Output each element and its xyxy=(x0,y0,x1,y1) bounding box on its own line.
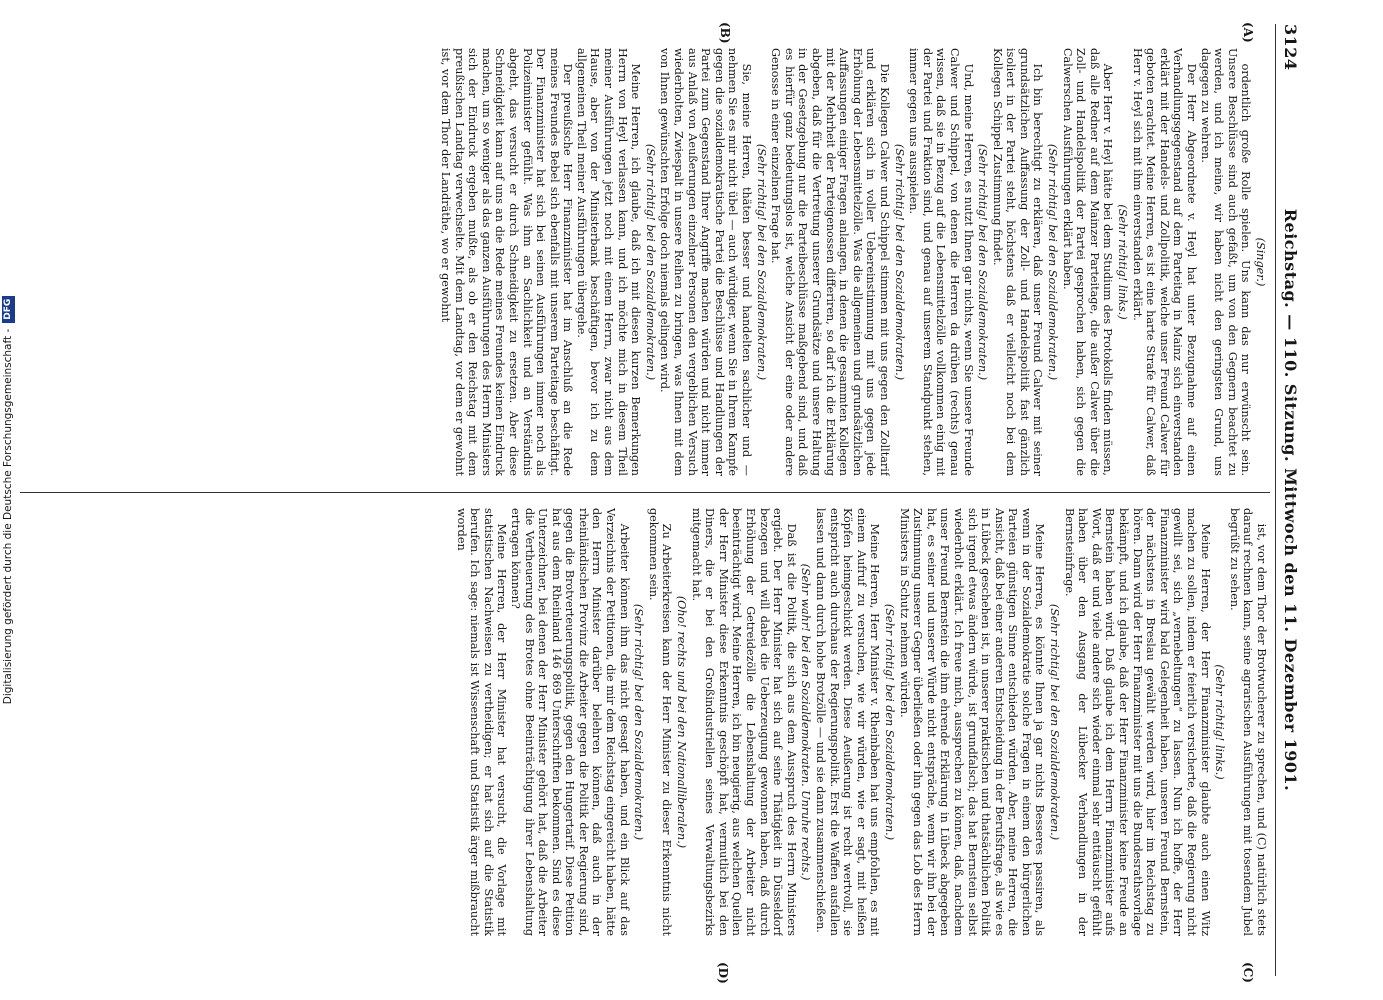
side-credit-strip xyxy=(0,0,16,1000)
margin-letter-c: (C) xyxy=(1241,962,1255,983)
margin-letter-a: (A) xyxy=(1241,22,1255,43)
dfg-logo: DFG xyxy=(2,296,15,323)
paragraph: Aber Herr v. Heyl hätte bei dem Studium des Protokolls finden müssen, daß alle Redner auf dem Mainzer Parteitage, die außer Calwer über die Zoll- und Handelspolitik der Partei gesprochen haben, sich gegen die Calwerschen Ausführungen erklärt haben. xyxy=(1060,48,1115,476)
paragraph: Und, meine Herren, es nutzt Ihnen gar nichts, wenn Sie unsere Freunde Calwer und Schippel, von denen die Herren da drüben (rechts) genau wissen, daß sie in Bezug auf die Lebensmittelzölle vollkommen einig mit der Partei und Fraktion sind, und genau auf unserem Standpunkt stehen, immer gegen uns ausspielen. xyxy=(907,48,975,476)
paragraph: Meine Herren, es könnte Ihnen ja gar nichts Besseres passiren, als wenn in der Sozialdemokratie solche Fragen in einem den bürgerlichen Parteien günstigen Sinne entschieden würden. Aber, meine Herren, die Ansicht, daß bei einer anderen Entscheidung in der Berufsfrage, als wie es in Lübeck geschehen ist, in unserer praktischen und thatsächlichen Politik sich irgend etwas ändern würde, ist grundfalsch; das hat Bernstein selbst wiederholt erklärt. Ich freue mich, aussprechen zu können, daß, nachdem unser Freund Bernstein die ihm ehrende Erklärung in Lübeck abgegeben hat, es seiner und unserer Würde nicht entspräche, wenn wir ihn bei der Zustimmung unserer Gegner überließen oder ihn gegen das Lob des Herrn Ministers in Schutz nehmen würden. xyxy=(897,508,1047,936)
stage-direction: (Sehr richtig! bei den Sozialdemokraten.) xyxy=(632,603,646,841)
left-text-column xyxy=(28,48,1268,476)
stage-direction: (Sehr richtig! bei den Sozialdemokraten.) xyxy=(892,143,906,381)
stage-direction: (Sehr richtig! links.) xyxy=(1116,204,1130,320)
paragraph: Der Herr Abgeordnete v. Heyl hat unter Bezugnahme auf einen Verhandlungsgegenstand auf dem Parteitag in Mainz sich einverstanden erklärt mit der Handels- und Zollpolitik, welche unser Freund Calwer für geboten erachtet. Meine Herren, es ist eine harte Strafe für Calwer, daß Herr v. Heyl sich mit ihm einverstanden erklärt. xyxy=(1130,48,1199,476)
stage-direction: (Sehr richtig! bei den Sozialdemokraten.) xyxy=(754,143,768,381)
paragraph: Daß ist die Politik, die sich aus dem Ausspruch des Herrn Ministers ergiebt. Der Herr Minister hat sich auf seine Thätigkeit in Düsseldorf bezogen und will dabei die Ueberzeugung gewonnen haben, daß durch Erhöhung der Getreidezölle die Lebenshaltung der Arbeiter nicht beeinträchtigt wird. Meine Herren, ich bin neugierig, aus welchen Quellen der Herr Minister diese Erkenntnis geschöpft hat, vermutlich bei den Diners, die er bei den Großindustriellen seines Verwaltungsbezirks mitgemacht hat. xyxy=(689,508,798,936)
header-rule xyxy=(1275,24,1276,976)
paragraph: Die Kollegen Calwer und Schippel stimmen mit uns gegen den Zolltarif und erklären sich in voller Uebereinstimmung mit uns gegen jede Erhöhung der Lebensmittelzölle. Was die allgemeinen und grundsätzlichen Auffassungen einiger Fragen anlangen, in denen die gesammten Kollegen mit der Mehrheit der Parteigenossen differiren, so darf ich die Erklärung abgeben, daß für die Vertretung unserer Grundsätze und unsere Haltung in der Gesetzgebung nur die Parteibeschlüsse maßgebend sind, und daß es hierfür ganz bedeutungslos ist, welche Ansicht der eine oder andere Genosse in einer einzelnen Frage hat. xyxy=(769,48,891,476)
paragraph: Meine Herren, Herr Minister v. Rheinbaben hat uns empfohlen, es mit einem Aufruf zu versuchen, wie wir würden, wie er sagt, mit heißen Köpfen heimgeschickt werden. Diese Aeußerung ist recht wertvoll, sie entspricht auch durchaus der Regierungspolitik. Erst die Waffen ausfallen lassen und dann durch hohe Brotzölle — und sie dann zusammenschießen. xyxy=(814,508,882,936)
page-header xyxy=(1278,24,1300,976)
paragraph: ordentlich große Rolle spielen. Uns kann das nur erwünscht sein. Unsere Beschlüsse sind auch gefaßt, um von den Gegnern beachtet zu werden, und ich meine, wir haben nicht den geringsten Grund, uns dagegen zu wehren. xyxy=(1198,48,1253,476)
page-number: 3124 xyxy=(1281,24,1300,71)
paragraph: Ich bin berechtigt zu erklären, daß unser Freund Calwer mit seiner grundsätzlichen Auffassung der Zoll- und Handelspolitik fast gänzlich isoliert in der Partei steht, höchstens daß er vielleicht noch bei dem Kollegen Schippel Zustimmung findet. xyxy=(990,48,1045,476)
stage-direction: (Sehr richtig! links.) xyxy=(1213,664,1227,780)
paragraph: Meine Herren, der Herr Minister hat versucht, die Vorlage mit statistischen Nachweisen zu vertheidigen; er hat sich auf die Statistik berufen. Ich sage: niemals ist Wissenschaft und Statistik ärger mißbraucht worden xyxy=(454,508,509,936)
paragraph: Sie, meine Herren, thäten besser und handelten sachlicher und — nehmen Sie es mir nicht übel — auch würdiger, wenn Sie in Ihrem Kampfe gegen die sozialdemokratische Partei die Beschlüsse und Handlungen der Partei zum Gegenstand Ihrer Angriffe machen würden und nicht immer aus Anlaß von Aeußerungen einzelner Personen den vergeblichen Versuch wiederholten, Zwiespalt in unsere Reihen zu bringen, was Ihnen mit dem von Ihnen gewünschten Erfolge doch niemals gelingen wird. xyxy=(658,48,754,476)
digitization-credit-text: Digitalisierung gefördert durch die Deutsche Forschungsgemeinschaft - xyxy=(2,328,14,705)
paragraph: Der preußische Herr Finanzminister hat im Anschluß an die Rede meines Freundes Bebel sich ebenfalls mit unserem Parteitage beschäftigt. Der Finanzminister hat sich bei seinen Ausführungen immer noch als Polizeiminister gefühlt. Was ihm an Sachlichkeit und an Verständnis abgeht, das versucht er durch Schneidigkeit zu ersetzen. Aber diese Schneidigkeit kann auf uns an die Rede meines Freundes keinen Eindruck machen, um so weniger als das ganzen Ausführungen des Herrn Ministers sich der Eindruck ergeben mußte, als ob er den Reichstag mit dem preußischen Landtag verwechselte. Mit dem Landtag, vor dem er gewohnt ist, vor dem Thor der Landräthe, wo er gewohnt xyxy=(438,48,575,476)
paragraph: ist, vor dem Thor der Brotwucherer zu sprechen, und (C) natürlich stets darauf rechnen kann, seine agrarischen Ausführungen mit tosendem Jubel begrüßt zu sehen. xyxy=(1227,508,1268,936)
margin-letter-b: (B) xyxy=(718,22,732,44)
column-divider xyxy=(20,492,1270,493)
stage-direction: (Sehr richtig! bei den Sozialdemokraten.) xyxy=(976,143,990,381)
paragraph: Zu Arbeiterkreisen kann der Herr Minister zu dieser Erkenntnis nicht gekommen sein. xyxy=(646,508,674,936)
stage-direction: (Sehr richtig! bei den Sozialdemokraten.) xyxy=(1046,143,1060,381)
margin-letter-d: (D) xyxy=(716,962,730,984)
stage-direction: (Sehr wahr! bei den Sozialdemokraten. Unruhe rechts.) xyxy=(799,563,813,881)
stage-direction: (Sehr richtig! bei den Sozialdemokraten.) xyxy=(643,143,657,381)
paragraph: Arbeiter können ihm das nicht gesagt haben, und ein Blick auf das Verzeichnis der Petitionen, die mir dem Reichstag eingereicht haben, hätte den Herrn Minister darüber belehren können, daß auch in der rheinländischen Provinz die Arbeiter gegen die Politik der Regierung sind, gegen die Brotverteuerungspolitik, gegen den Hungertarif. Diese Petition hat aus dem Rheinland 146 869 Unterschriften bekommen. Sind es diese Unterzeichner, bei denen der Herr Minister gehört hat, daß die Arbeiter die Vertheuerung des Brotes ohne Beeinträchtigung ihrer Lebenshaltung ertragen können? xyxy=(508,508,631,936)
page-title: Reichstag. — 110. Sitzung. Mittwoch den 11. Dezember 1901. xyxy=(1281,208,1300,792)
stage-direction: (Oho! rechts und bei den Nationalliberalen.) xyxy=(675,595,689,849)
paragraph: Meine Herren, der Herr Finanzminister glaubte auch einen Witz machen zu sollen, indem er feierlich versicherte, daß die Regierung nicht gewillt sei, sich „vernebeltungen“ zu lassen. Nun ich hoffe, der Herr Finanzminister wird bald Gelegenheit haben, unseren Freund Bernstein, der nächstens in Breslau gewählt werden wird, hier im Reichstag zu hören. Dann wird der Herr Finanzminister mit uns die Bundesrathsvorlage bekämpft, und ich glaube, daß der Herr Finanzminister keine Freude an Bernstein haben wird. Daß glaube ich dem Herrn Finanzminister aufs Wort, daß er und viele andere sich wieder einmal sehr enttäuscht gefühlt haben über den Ausgang der Lübecker Verhandlungen in der Bernsteinfrage. xyxy=(1062,508,1212,936)
right-text-column xyxy=(28,508,1268,936)
stage-direction: (Sehr richtig! bei den Sozialdemokraten.) xyxy=(1048,603,1062,841)
stage-direction: (Singer.) xyxy=(1254,237,1267,287)
stage-direction: (Sehr richtig! bei den Sozialdemokraten.) xyxy=(882,603,896,841)
digitization-credit xyxy=(0,0,16,1000)
paragraph: Meine Herren, ich glaube, daß ich mit diesen kurzen Bemerkungen Herrn von Heyl verlassen kann, und ich möchte mich in diesem Theil meiner Ausführungen jetzt noch mit einem Herrn, zwar nicht aus dem Hause, aber von der Ministerbank beschäftigen, bevor ich zu dem allgemeinen Theil meiner Ausführungen übergehe. xyxy=(574,48,643,476)
